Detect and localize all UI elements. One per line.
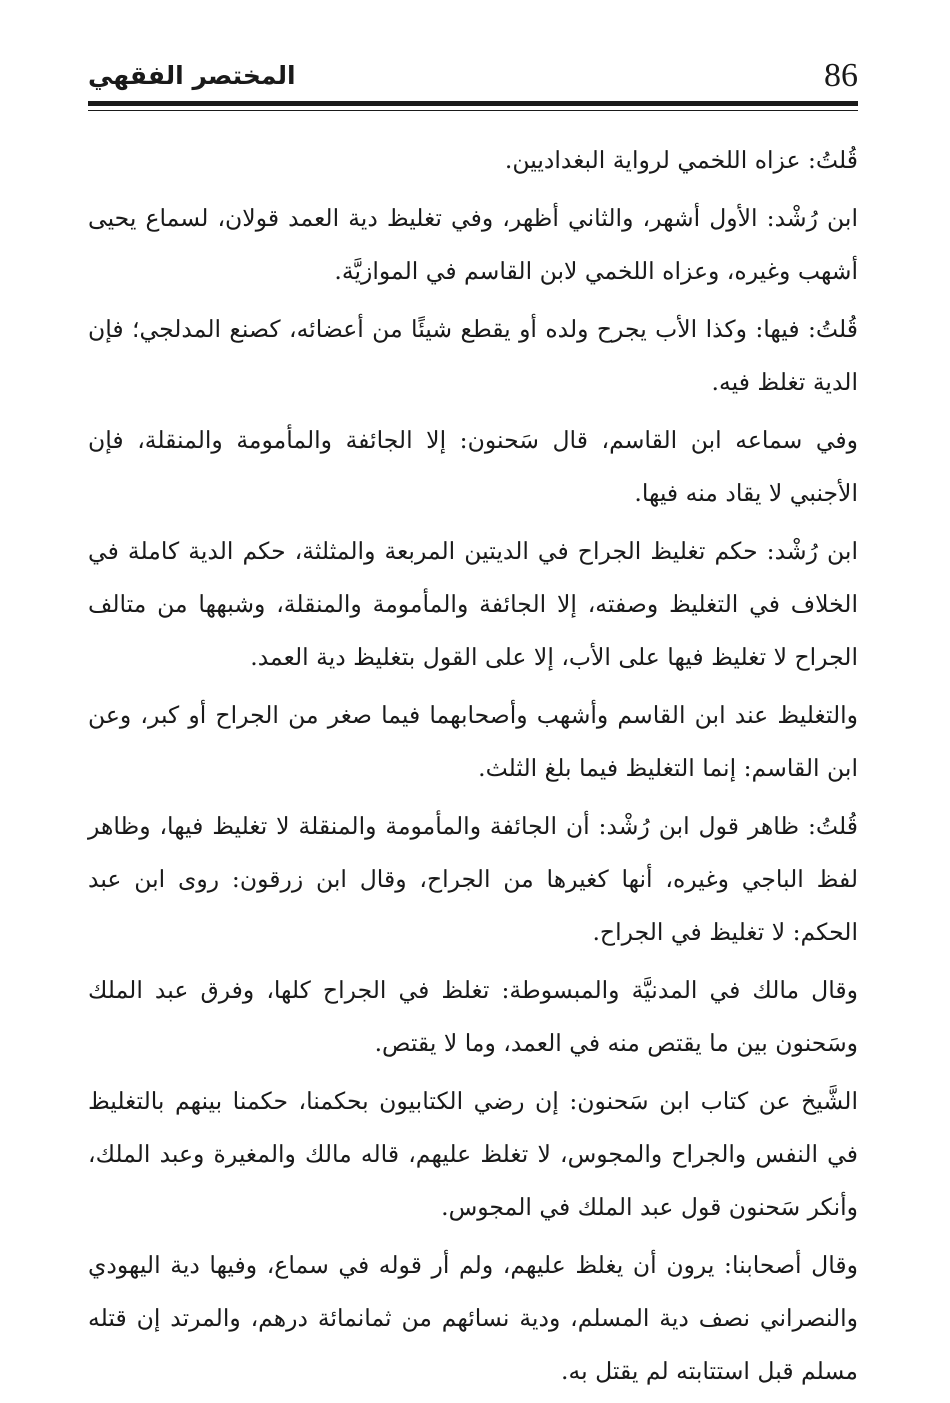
paragraph: ابن رُشْد: الأول أشهر، والثاني أظهر، وفي تغليظ دية العمد قولان، لسماع يحيى أشهب وغيره، وعزاه اللخمي لابن القاسم في الموازيَّة. xyxy=(88,204,858,285)
paragraph: ابن رُشْد: حكم تغليظ الجراح في الديتين المربعة والمثلثة، حكم الدية كاملة في الخلاف في التغليظ وصفته، إلا الجائفة والمأمومة والمنقلة، وشبهها من متالف الجراح لا تغليظ فيها على الأب، إلا على القول بتغليظ دية العمد. xyxy=(88,537,858,671)
page-header xyxy=(88,56,858,100)
paragraph: قُلتُ: فيها: وكذا الأب يجرح ولده أو يقطع شيئًا من أعضائه، كصنع المدلجي؛ فإن الدية تغلظ فيه. xyxy=(88,315,858,396)
paragraph: قُلتُ: ظاهر قول ابن رُشْد: أن الجائفة والمأمومة والمنقلة لا تغليظ فيها، وظاهر لفظ الباجي وغيره، أنها كغيرها من الجراح، وقال ابن زرقون: روى ابن عبد الحكم: لا تغليظ في الجراح. xyxy=(88,812,858,946)
paragraph: والتغليظ عند ابن القاسم وأشهب وأصحابهما فيما صغر من الجراح أو كبر، وعن ابن القاسم: إنما التغليظ فيما بلغ الثلث. xyxy=(88,701,858,782)
text-body xyxy=(88,134,858,1403)
paragraph: وقال مالك في المدنيَّة والمبسوطة: تغلظ في الجراح كلها، وفرق عبد الملك وسَحنون بين ما يقتص منه في العمد، وما لا يقتص. xyxy=(88,976,858,1057)
header-rule xyxy=(88,101,858,106)
running-title: المختصر الفقهي xyxy=(88,61,296,90)
paragraph: قُلتُ: عزاه اللخمي لرواية البغداديين. xyxy=(504,146,858,174)
page-number: 86 xyxy=(824,57,858,94)
paragraph: وقال أصحابنا: يرون أن يغلظ عليهم، ولم أر قوله في سماع، وفيها دية اليهودي والنصراني نصف دية المسلم، ودية نسائهم من ثمانمائة درهم، والمرتد إن قتله مسلم قبل استتابته لم يقتل به. xyxy=(88,1251,858,1385)
header-rule-thin xyxy=(88,110,858,111)
paragraph: وفي سماعه ابن القاسم، قال سَحنون: إلا الجائفة والمأمومة والمنقلة، فإن الأجنبي لا يقاد منه فيها. xyxy=(88,426,858,507)
paragraph: الشَّيخ عن كتاب ابن سَحنون: إن رضي الكتابيون بحكمنا، حكمنا بينهم بالتغليظ في النفس والجراح والمجوس، لا تغلظ عليهم، قاله مالك والمغيرة وعبد الملك، وأنكر سَحنون قول عبد الملك في المجوس. xyxy=(88,1087,858,1221)
